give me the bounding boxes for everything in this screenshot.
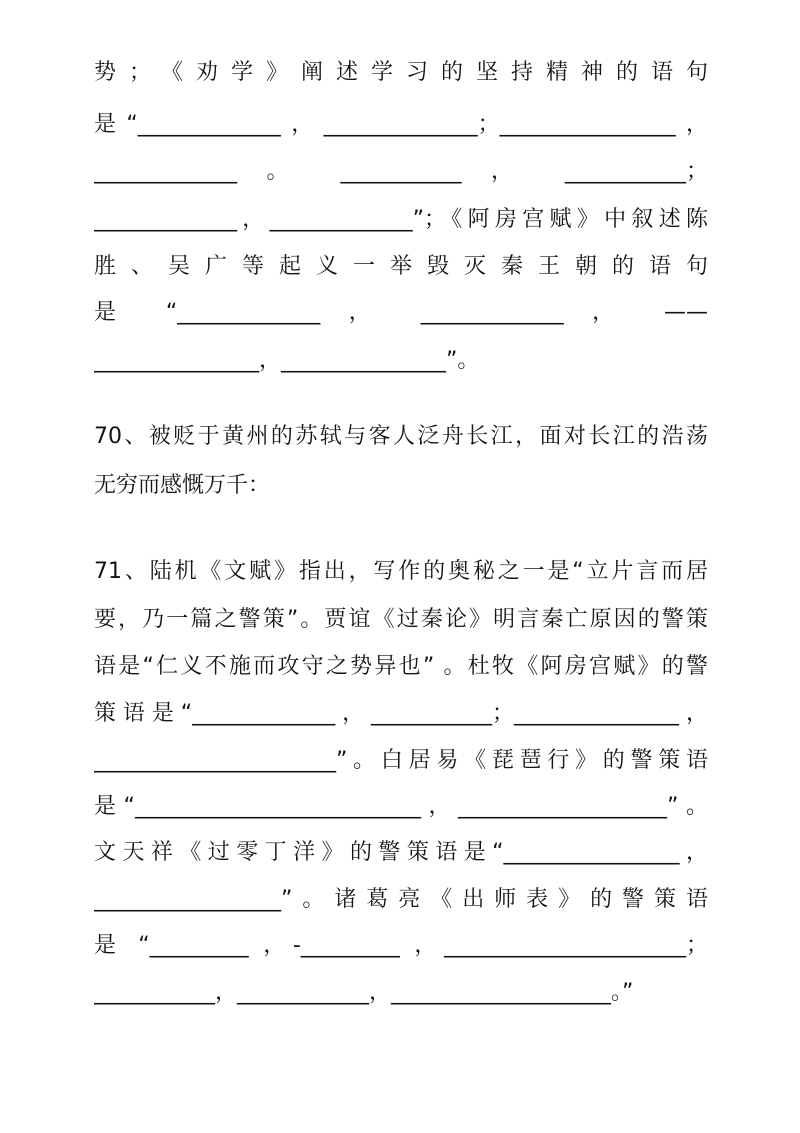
q71-line-3: 语是“仁义不施而攻守之势异也” 。杜牧《阿房宫赋》的警 [94, 654, 708, 679]
q71-line-2: 要，乃一篇之警策”。贾谊《过秦论》明言秦亡原因的警策 [94, 607, 708, 632]
q69-line-1: 势 ； 《 劝 学 》 阐 述 学 习 的 坚 持 精 神 的 语 句 [94, 60, 708, 85]
q71-line-7: 文天祥《过零丁洋》的警策语是“________________， [94, 840, 708, 865]
q69-line-2: 是“_____________，______________；________________， [94, 112, 708, 137]
q71-line-8: _________________”。诸葛亮《出师表》的警策语 [94, 887, 708, 912]
q69-line-6: 是 “_____________ ， _____________ ， —— [94, 300, 708, 325]
q71-line-9: 是 “_________ ，-_________ ，______________________； [94, 933, 708, 958]
q69-line-5: 胜 、 吴 广 等 起 义 一 举 毁 灭 秦 王 朝 的 语 句 [94, 254, 708, 279]
q69-line-4: _____________，_____________”；《阿房宫赋》中叙述陈 [94, 207, 708, 232]
q71-line-1: 71、陆机《文赋》指出，写作的奥秘之一是“立片言而居 [94, 559, 708, 584]
q70-line-2: 无穷而感慨万千： [94, 473, 271, 498]
q71-line-6: 是“__________________________，___________________”。 [94, 794, 708, 819]
q71-line-10: ___________，____________，____________________。” [94, 980, 634, 1005]
q69-line-7: _______________，_______________”。 [94, 348, 480, 373]
q71-line-5: ______________________”。白居易《琵琶行》的警策语 [94, 748, 708, 773]
q71-line-4: 策语是“_____________，___________；_______________， [94, 701, 708, 726]
q70-line-1: 70、被贬于黄州的苏轼与客人泛舟长江，面对长江的浩荡 [94, 424, 708, 449]
q69-line-3: _____________ 。 ___________ ， ___________； [94, 159, 708, 184]
